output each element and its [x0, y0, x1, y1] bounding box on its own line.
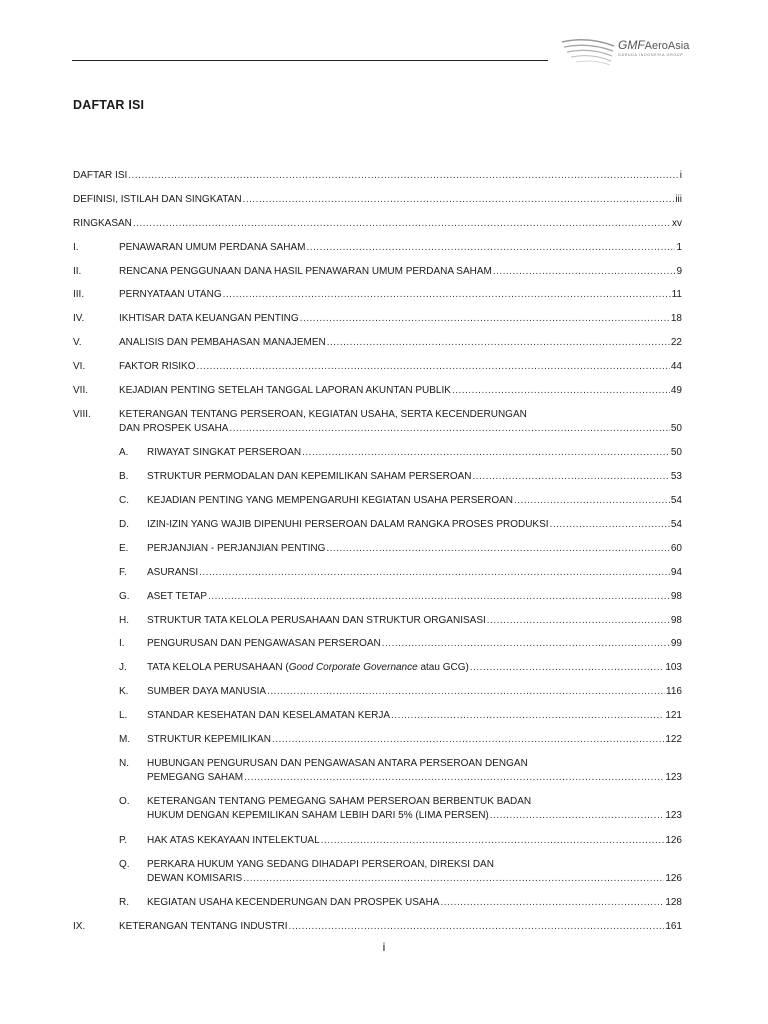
toc-leader-dots	[267, 686, 665, 697]
wing-logo-icon	[558, 34, 616, 68]
toc-page-number: xv	[672, 217, 682, 229]
toc-page-number: 103	[665, 662, 682, 674]
toc-title: IKHTISAR DATA KEUANGAN PENTING	[119, 313, 299, 325]
toc-title-line	[147, 710, 682, 721]
toc-leader-dots	[197, 361, 670, 372]
toc-page-number: 54	[670, 495, 682, 507]
toc-title-line	[147, 543, 682, 554]
toc-number: IV.	[73, 313, 85, 325]
toc-number: A.	[119, 447, 129, 459]
toc-page-number: 9	[676, 265, 682, 277]
toc-page-number: 53	[670, 471, 682, 483]
toc-title-line	[119, 266, 682, 277]
toc-number: IX.	[73, 920, 86, 932]
toc-page-number: 50	[670, 423, 682, 435]
toc-title: PENAWARAN UMUM PERDANA SAHAM	[119, 241, 306, 253]
toc-leader-dots	[128, 170, 679, 181]
toc-page-number: i	[679, 170, 682, 181]
toc-leader-dots	[208, 591, 670, 602]
toc-leader-dots	[229, 423, 669, 434]
toc-title: KEJADIAN PENTING YANG MEMPENGARUHI KEGIATAN USAHA PERSEROAN	[147, 495, 513, 507]
toc-title-line	[147, 495, 682, 506]
toc-title: ANALISIS DAN PEMBAHASAN MANAJEMEN	[119, 337, 326, 349]
table-of-contents	[73, 170, 682, 945]
toc-leader-dots	[382, 638, 670, 649]
toc-title-line	[147, 859, 682, 870]
toc-entry[interactable]	[73, 734, 682, 758]
toc-leader-dots	[272, 734, 664, 745]
toc-entry[interactable]	[73, 859, 682, 897]
toc-page-number: 50	[670, 447, 682, 459]
toc-title: HAK ATAS KEKAYAAN INTELEKTUAL	[147, 834, 320, 846]
toc-entry[interactable]	[73, 218, 682, 242]
toc-page-number: 94	[670, 566, 682, 578]
toc-entry[interactable]	[73, 591, 682, 615]
toc-number: N.	[119, 757, 129, 769]
toc-title-line	[147, 810, 682, 821]
company-logo	[558, 34, 708, 68]
toc-title-line	[119, 242, 682, 253]
page-number: i	[382, 940, 386, 954]
toc-entry[interactable]	[73, 313, 682, 337]
toc-title-line	[147, 591, 682, 602]
toc-title: STANDAR KESEHATAN DAN KESELAMATAN KERJA	[147, 710, 391, 722]
toc-title-line	[147, 772, 682, 783]
page-title: DAFTAR ISI	[73, 98, 145, 112]
toc-entry[interactable]	[73, 543, 682, 567]
toc-number: I.	[119, 638, 125, 650]
toc-leader-dots	[302, 447, 670, 458]
toc-leader-dots	[391, 710, 664, 721]
toc-page-number: 11	[671, 289, 682, 301]
toc-entry[interactable]	[73, 337, 682, 361]
toc-page-number: 121	[665, 710, 682, 722]
toc-page-number: 1	[676, 241, 682, 253]
header-rule	[72, 60, 548, 61]
toc-entry[interactable]	[73, 796, 682, 834]
toc-title-line	[119, 423, 682, 434]
toc-title-line	[147, 686, 682, 697]
toc-entry[interactable]	[73, 170, 682, 194]
toc-page-number: 128	[665, 896, 682, 908]
logo-wordmark: GMFAeroAsia	[618, 38, 690, 52]
toc-page-number: 116	[666, 686, 682, 698]
toc-title-line	[147, 519, 682, 530]
toc-title-line	[147, 835, 682, 846]
toc-number: M.	[119, 733, 131, 745]
toc-page-number: 123	[665, 772, 682, 784]
toc-leader-dots	[244, 772, 664, 783]
toc-title-continued: DAN PROSPEK USAHA	[119, 423, 229, 435]
toc-leader-dots	[327, 337, 670, 348]
toc-title-line	[73, 194, 682, 205]
toc-page-number: 54	[670, 518, 682, 530]
toc-entry[interactable]	[73, 361, 682, 385]
toc-leader-dots	[514, 495, 670, 506]
toc-page-number: iii	[675, 193, 682, 205]
toc-page-number: 98	[670, 590, 682, 602]
toc-title-line	[73, 218, 682, 229]
logo-tagline: GARUDA INDONESIA GROUP	[618, 53, 684, 57]
toc-entry[interactable]	[73, 567, 682, 591]
toc-title-continued: PEMEGANG SAHAM	[147, 772, 244, 784]
toc-entry[interactable]	[73, 638, 682, 662]
toc-number: B.	[119, 471, 129, 483]
toc-leader-dots	[243, 194, 675, 205]
toc-title-line	[119, 313, 682, 324]
toc-entry[interactable]	[73, 758, 682, 796]
toc-title: KETERANGAN TENTANG PEMEGANG SAHAM PERSEROAN BERBENTUK BADAN	[147, 796, 532, 808]
toc-title-line	[147, 758, 682, 769]
toc-entry[interactable]	[73, 662, 682, 686]
toc-title: PERNYATAAN UTANG	[119, 289, 222, 301]
toc-entry[interactable]	[73, 710, 682, 734]
toc-leader-dots	[473, 471, 670, 482]
toc-title-line	[147, 897, 682, 908]
toc-leader-dots	[470, 662, 664, 673]
toc-title: TATA KELOLA PERUSAHAAN (Good Corporate Governance atau GCG)	[147, 662, 469, 674]
toc-title: PENGURUSAN DAN PENGAWASAN PERSEROAN	[147, 638, 381, 650]
toc-page-number: 123	[665, 810, 682, 822]
toc-entry[interactable]	[73, 266, 682, 290]
toc-number: C.	[119, 495, 129, 507]
toc-page-number: 126	[665, 834, 682, 846]
toc-entry[interactable]	[73, 242, 682, 266]
toc-title: DAFTAR ISI	[73, 170, 128, 181]
toc-entry[interactable]	[73, 835, 682, 859]
toc-leader-dots	[300, 313, 670, 324]
toc-page-number: 49	[670, 385, 682, 397]
toc-title: DEFINISI, ISTILAH DAN SINGKATAN	[73, 193, 242, 205]
toc-number: H.	[119, 614, 129, 626]
toc-leader-dots	[289, 921, 665, 932]
toc-number: VII.	[73, 385, 89, 397]
toc-entry[interactable]	[73, 385, 682, 409]
toc-number: II.	[73, 265, 82, 277]
toc-entry[interactable]	[73, 686, 682, 710]
toc-title: KETERANGAN TENTANG PERSEROAN, KEGIATAN USAHA, SERTA KECENDERUNGAN	[119, 408, 527, 420]
toc-title: STRUKTUR PERMODALAN DAN KEPEMILIKAN SAHAM PERSEROAN	[147, 471, 472, 483]
toc-leader-dots	[487, 615, 670, 626]
toc-title-line	[147, 873, 682, 884]
toc-page-number: 18	[670, 313, 682, 325]
toc-leader-dots	[490, 810, 665, 821]
toc-title: STRUKTUR TATA KELOLA PERUSAHAAN DAN STRUKTUR ORGANISASI	[147, 614, 486, 626]
toc-page-number: 122	[665, 733, 682, 745]
toc-number: III.	[73, 289, 85, 301]
toc-title-line	[147, 734, 682, 745]
toc-leader-dots	[550, 519, 670, 530]
toc-page-number: 22	[670, 337, 682, 349]
toc-title: FAKTOR RISIKO	[119, 361, 196, 373]
toc-title-line	[119, 361, 682, 372]
toc-leader-dots	[493, 266, 676, 277]
toc-title-line	[119, 921, 682, 932]
toc-number: R.	[119, 896, 129, 908]
toc-title-line	[147, 471, 682, 482]
toc-title-line	[119, 337, 682, 348]
toc-title: RINGKASAN	[73, 217, 132, 229]
toc-title-line	[119, 409, 682, 420]
toc-number: I.	[73, 241, 79, 253]
toc-page-number: 98	[670, 614, 682, 626]
toc-title-line	[147, 638, 682, 649]
toc-number: VI.	[73, 361, 86, 373]
toc-page-number: 126	[665, 872, 682, 884]
toc-leader-dots	[307, 242, 676, 253]
toc-page-number: 161	[665, 920, 682, 932]
toc-title: ASURANSI	[147, 566, 199, 578]
toc-title-line	[119, 385, 682, 396]
toc-entry[interactable]	[73, 194, 682, 218]
toc-title: PERKARA HUKUM YANG SEDANG DIHADAPI PERSEROAN, DIREKSI DAN	[147, 858, 494, 870]
toc-entry[interactable]	[73, 615, 682, 639]
toc-title: HUBUNGAN PENGURUSAN DAN PENGAWASAN ANTARA PERSEROAN DENGAN	[147, 757, 528, 769]
toc-title-continued: DEWAN KOMISARIS	[147, 872, 243, 884]
toc-leader-dots	[133, 218, 671, 229]
toc-title: PERJANJIAN - PERJANJIAN PENTING	[147, 542, 326, 554]
toc-number: O.	[119, 796, 130, 808]
toc-title-line	[147, 615, 682, 626]
toc-number: L.	[119, 710, 128, 722]
toc-number: P.	[119, 834, 128, 846]
toc-number: G.	[119, 590, 130, 602]
toc-title-line	[147, 567, 682, 578]
toc-number: Q.	[119, 858, 130, 870]
toc-title: KEJADIAN PENTING SETELAH TANGGAL LAPORAN AKUNTAN PUBLIK	[119, 385, 451, 397]
toc-leader-dots	[440, 897, 664, 908]
toc-title: ASET TETAP	[147, 590, 208, 602]
toc-leader-dots	[199, 567, 670, 578]
toc-title: KEGIATAN USAHA KECENDERUNGAN DAN PROSPEK USAHA	[147, 896, 440, 908]
toc-title: RIWAYAT SINGKAT PERSEROAN	[147, 447, 302, 459]
toc-number: VIII.	[73, 408, 91, 420]
toc-number: J.	[119, 662, 127, 674]
toc-number: D.	[119, 518, 129, 530]
toc-entry[interactable]	[73, 447, 682, 471]
toc-number: E.	[119, 542, 129, 554]
toc-number: V.	[73, 337, 82, 349]
toc-entry[interactable]	[73, 897, 682, 921]
toc-title-line	[147, 447, 682, 458]
toc-entry[interactable]	[73, 289, 682, 313]
toc-entry[interactable]	[73, 409, 682, 447]
toc-leader-dots	[223, 289, 671, 300]
toc-title-line	[147, 796, 682, 807]
toc-entry[interactable]	[73, 471, 682, 495]
toc-title-line	[73, 170, 682, 181]
toc-entry[interactable]	[73, 495, 682, 519]
toc-number: K.	[119, 686, 129, 698]
toc-title: KETERANGAN TENTANG INDUSTRI	[119, 920, 288, 932]
toc-page-number: 60	[670, 542, 682, 554]
toc-title-continued: HUKUM DENGAN KEPEMILIKAN SAHAM LEBIH DARI 5% (LIMA PERSEN)	[147, 810, 489, 822]
toc-leader-dots	[452, 385, 670, 396]
toc-title: SUMBER DAYA MANUSIA	[147, 686, 267, 698]
toc-leader-dots	[243, 873, 664, 884]
toc-title-line	[119, 289, 682, 300]
toc-leader-dots	[326, 543, 670, 554]
toc-entry[interactable]	[73, 519, 682, 543]
toc-title: STRUKTUR KEPEMILIKAN	[147, 733, 271, 745]
toc-leader-dots	[321, 835, 665, 846]
toc-number: F.	[119, 566, 127, 578]
toc-title-line	[147, 662, 682, 673]
toc-title: RENCANA PENGGUNAAN DANA HASIL PENAWARAN UMUM PERDANA SAHAM	[119, 265, 492, 277]
toc-page-number: 44	[670, 361, 682, 373]
toc-title: IZIN-IZIN YANG WAJIB DIPENUHI PERSEROAN DALAM RANGKA PROSES PRODUKSI	[147, 518, 549, 530]
toc-page-number: 99	[670, 638, 682, 650]
